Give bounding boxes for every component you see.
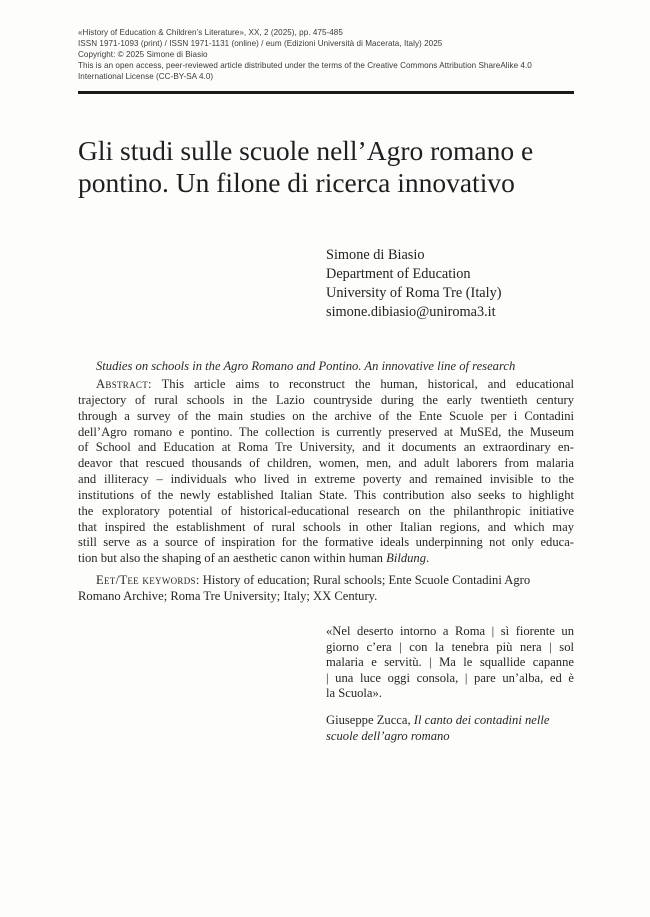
article-title-line-2: pontino. Un filone di ricerca innovativo (78, 167, 515, 198)
author-email: simone.dibiasio@uniroma3.it (326, 304, 496, 320)
abstract-line: institutions of the newly established Italian State. This contribution also seeks to highlight (78, 487, 574, 502)
abstract-line: still serve as a source of inspiration for the formative ideals underpinning not only educa- (78, 535, 574, 550)
epigraph-line: giorno c’era | con la tenebra più nera | sol (326, 639, 574, 654)
abstract-line: the exploratory potential of historical-educational research on the philanthropic initiative (78, 503, 574, 518)
journal-header (78, 28, 578, 83)
license-line-2: International License (CC-BY-SA 4.0) (78, 71, 214, 81)
abstract-line: through a survey of the main studies on the archive of the Ente Scuole per i Contadini (78, 408, 574, 423)
author-university: University of Roma Tre (Italy) (326, 285, 502, 301)
issn-line: ISSN 1971-1093 (print) / ISSN 1971-1131 (online) / eum (Edizioni Università di Macerata, Italy) 2025 (78, 38, 443, 48)
epigraph-work: Il canto dei contadini nelle (413, 713, 550, 727)
epigraph-author: Giuseppe Zucca, (326, 713, 411, 727)
epigraph (326, 624, 574, 702)
abstract-line: that inspired the establishment of rural schools in other Italian regions, and which may (78, 519, 574, 534)
author-block (326, 246, 586, 322)
epigraph-work-cont: scuole dell’agro romano (326, 728, 450, 743)
abstract-line: Abstract: This article aims to reconstruct the human, historical, and educational (96, 377, 575, 391)
journal-citation: «History of Education & Children’s Literature», XX, 2 (2025), pp. 475-485 (78, 28, 343, 37)
abstract-line: deavor that rescued thousands of children, women, men, and adult laborers from malaria (78, 456, 574, 471)
abstract (78, 377, 574, 567)
license-line-1: This is an open access, peer-reviewed article distributed under the terms of the Creative Commons Attribution ShareAlike 4.0 (78, 60, 532, 70)
epigraph-line: | una luce oggi consola, | pare un’alba, ed è (326, 670, 574, 685)
bildung-term: Bildung (386, 551, 427, 566)
keywords-line: Romano Archive; Roma Tre University; Italy; XX Century. (78, 588, 378, 603)
header-divider (78, 91, 574, 94)
epigraph-line: la Scuola». (326, 686, 382, 701)
abstract-line: trajectory of rural schools in the Lazio countryside during the early twentieth century (78, 392, 574, 407)
keywords-label: Eet/Tee keywords: (96, 573, 200, 587)
keywords-line: Eet/Tee keywords: History of education; Rural schools; Ente Scuole Contadini Agro (96, 573, 531, 587)
keywords (78, 573, 574, 605)
article-title-line-1: Gli studi sulle scuole nell’Agro romano e (78, 135, 534, 166)
abstract-line: and illiteracy – individuals who lived in extreme poverty and remained invisible to the (78, 472, 574, 487)
epigraph-source (326, 713, 586, 744)
epigraph-line: malaria e servitù. | Ma le squallide capanne (326, 655, 574, 670)
author-department: Department of Education (326, 266, 471, 282)
abstract-line: dell’Agro romano e pontino. The collection is currently preserved at MuSEd, the Museum (78, 424, 574, 439)
copyright-line: Copyright: © 2025 Simone di Biasio (78, 49, 208, 59)
english-title: Studies on schools in the Agro Romano and Pontino. An innovative line of research (96, 359, 516, 373)
author-name: Simone di Biasio (326, 247, 425, 263)
abstract-line: of School and Education at Roma Tre University, and it documents an extraordinary en- (78, 440, 574, 455)
epigraph-line: «Nel deserto intorno a Roma | sì fiorente un (326, 624, 574, 638)
article-title (78, 135, 588, 199)
abstract-line: tion but also the shaping of an aesthetic canon within human Bildung. (78, 551, 430, 566)
abstract-label: Abstract: (96, 377, 152, 391)
